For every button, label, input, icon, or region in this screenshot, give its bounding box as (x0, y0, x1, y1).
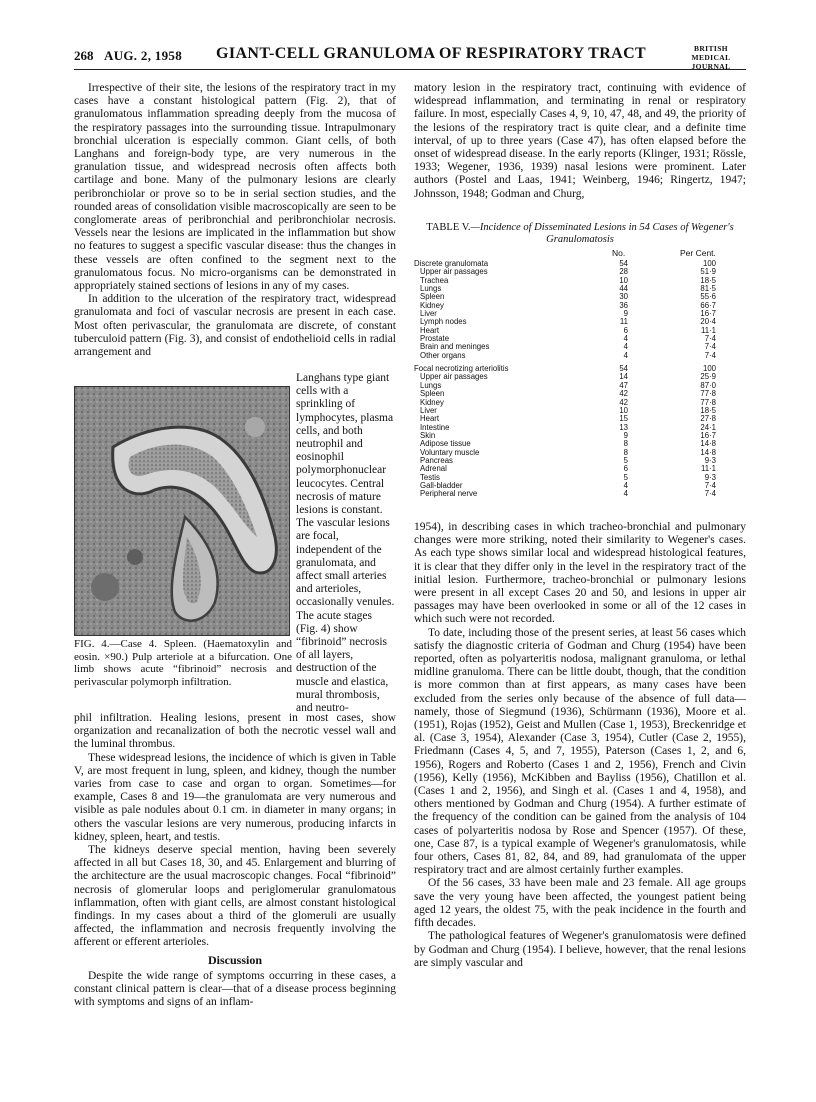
table-group-1-rows (414, 268, 746, 360)
table-row (414, 424, 746, 432)
table-row (414, 293, 746, 301)
row-count: 36 (619, 300, 628, 310)
row-percent: 11·1 (700, 464, 716, 474)
row-label: Spleen (420, 292, 445, 302)
row-percent: 9·3 (704, 472, 716, 482)
column-right-bottom (414, 521, 746, 970)
row-label: Prostate (420, 334, 450, 344)
row-label: Adrenal (420, 464, 447, 474)
paragraph: Irrespective of their site, the lesions of the respiratory tract in my cases have a constant histological pattern (Fig. 2), that of granulomatous inflammation spreading deeply from the mucosa of the respiratory passages into the surrounding tissue. Intrapulmonary bronchial ulceration is especially common. Giant cells, of both Langhans and foreign-body type, are very numerous in the granulation tissue, and widespread necrosis often affects both cartilage and bone. Many of the pulmonary lesions are clearly peribronchiolar or prove so to be in serial section studies, and the rounded areas of consolidation visible macroscopically are seen to be conglomerate areas of peribronchial and peribronchiolar necrosis. Vessels near the lesions are implicated in the inflammation but show no features to suggest a specific vascular disease: thus the changes in these vessels are often confined to the segment next to the granulomatous focus. No micro-organisms can be demonstrated in appropriately stained sections of lesions in any of my cases. (74, 82, 396, 293)
row-percent: 7·4 (704, 489, 716, 499)
wrapped-text-beside-figure: Langhans type giant cells with a sprinkling of lymphocytes, plasma cells, and both neutrophil and eosinophil polymorphonuclear leucocytes. Central necrosis of mature lesions is constant. The vascular lesions are focal, independent of the granulomata, and affect small arteries and arterioles, occasionally venules. The acute stages (Fig. 4) show “fibrinoid” necrosis of all layers, destruction of the muscle and elastica, mural thrombosis, and neutro- (296, 372, 395, 715)
paragraph: The kidneys deserve special mention, having been severely affected in all but Cases 18, 30, and 45. Enlargement and blurring of the architecture are the usual macroscopic changes. Focal “fibrinoid” necrosis of glomerular loops and periglomerular granulomatous inflammation, often with giant cells, are almost constant histological findings. In my cases about a third of the glomeruli are usually affected, the inflammation and necrosis frequently involving the afferent or efferent arterioles. (74, 844, 396, 949)
row-count: 13 (619, 422, 628, 432)
journal-name-line2: MEDICAL JOURNAL (691, 53, 731, 71)
row-percent: 55·6 (700, 292, 716, 302)
issue-date: AUG. 2, 1958 (104, 48, 182, 63)
paragraph: The pathological features of Wegener's granulomatosis were defined by Godman and Churg (1954). I believe, however, that the renal lesions are simply vascular and (414, 930, 746, 969)
group-count: 54 (619, 364, 628, 374)
row-count: 4 (623, 489, 628, 499)
micrograph-image (75, 387, 290, 636)
row-percent: 77·8 (700, 389, 716, 399)
row-count: 6 (623, 325, 628, 335)
row-percent: 16·7 (700, 430, 716, 440)
column-right-top (414, 82, 746, 201)
row-label: Other organs (420, 350, 466, 360)
table-row (414, 399, 746, 407)
row-count: 4 (623, 342, 628, 352)
paragraph: matory lesion in the respiratory tract, continuing with evidence of widespread inflammation, and terminating in renal or respiratory failure. In most, especially Cases 4, 9, 10, 47, 48, and 49, the priority of the lesions of the respiratory tract is quite clear, and a definite time interval, of up to three years (Case 47), has often elapsed before the onset of widespread disease. In the early reports (Klinger, 1931; Rössle, 1933; Wegener, 1936, 1939) nasal lesions were prominent. Later authors (Postel and Laas, 1941; Weinberg, 1946; Ringertz, 1947; Johnsson, 1948; Godman and Churg, (414, 82, 746, 200)
row-label: Spleen (420, 389, 445, 399)
paragraph: These widespread lesions, the incidence of which is given in Table V, are most frequent in lung, spleen, and kidney, though the number varies from case to case and organ to organ. Sometimes—for example, Cases 8 and 19—the granulomata are very numerous and visible as pale nodules about 0.1 cm. in diameter in many organs; in others the vascular lesions are very numerous, producing infarcts in kidney, spleen, heart, and testis. (74, 751, 396, 843)
row-count: 4 (623, 334, 628, 344)
row-count: 8 (623, 439, 628, 449)
table-row (414, 415, 746, 423)
figure-4-micrograph (74, 386, 290, 636)
journal-name-line1: BRITISH (693, 44, 729, 53)
row-label: Voluntary muscle (420, 447, 480, 457)
row-count: 10 (619, 405, 628, 415)
row-label: Trachea (420, 275, 449, 285)
row-label: Intestine (420, 422, 450, 432)
group-percent: 100 (702, 259, 716, 268)
table-row (414, 390, 746, 398)
paragraph: Despite the wide range of symptoms occurring in these cases, a constant clinical pattern is clear—that of a disease process beginning with symptoms and signs of an inflam- (74, 969, 396, 1009)
running-title: GIANT-CELL GRANULOMA OF RESPIRATORY TRACT (216, 45, 647, 62)
row-percent: 27·8 (700, 414, 716, 424)
row-percent: 7·4 (704, 350, 716, 360)
table-row (414, 268, 746, 276)
row-label: Heart (420, 414, 440, 424)
table-row (414, 327, 746, 335)
table-row (414, 457, 746, 465)
row-count: 5 (623, 472, 628, 482)
paragraph: Of the 56 cases, 33 have been male and 23 female. All age groups save the very young have been affected, the youngest patient being aged 12 years, the oldest 75, with the peak incidence in the fourth and fifth decades. (414, 877, 746, 930)
row-label: Kidney (420, 397, 444, 407)
row-percent: 7·4 (704, 334, 716, 344)
table-caption (414, 222, 746, 246)
table-row (414, 449, 746, 457)
column-header-per-cent: Per Cent. (680, 248, 716, 258)
table-row (414, 285, 746, 293)
row-label: Testis (420, 472, 440, 482)
column-left-bottom (74, 712, 396, 1009)
row-percent: 14·8 (700, 439, 716, 449)
row-label: Brain and meninges (420, 342, 490, 352)
figure-caption: FIG. 4.—Case 4. Spleen. (Haematoxylin and eosin. ×90.) Pulp arteriole at a bifurcation. One limb shows acute “fibrinoid” necrosis and perivascular polymorph infiltration. (74, 638, 292, 688)
row-percent: 7·4 (704, 342, 716, 352)
table-row (414, 407, 746, 415)
row-count: 42 (619, 397, 628, 407)
group-label: Focal necrotizing arteriolitis (414, 364, 509, 374)
row-percent: 81·5 (700, 284, 716, 294)
table-row (414, 277, 746, 285)
row-count: 4 (623, 480, 628, 490)
table-row (414, 490, 746, 498)
row-count: 15 (619, 414, 628, 424)
row-label: Upper air passages (420, 267, 488, 277)
table-row (414, 373, 746, 381)
table-row (414, 382, 746, 390)
row-count: 5 (623, 455, 628, 465)
row-count: 42 (619, 389, 628, 399)
row-percent: 11·1 (700, 325, 716, 335)
row-label: Lungs (420, 284, 442, 294)
row-count: 11 (619, 317, 628, 327)
row-label: Lungs (420, 380, 442, 390)
row-count: 6 (623, 464, 628, 474)
table-title: —Incidence of Disseminated Lesions in 54 Cases of Wegener's Granulomatosis (470, 222, 734, 245)
row-label: Kidney (420, 300, 444, 310)
table-label: TABLE V. (426, 222, 471, 233)
paragraph: To date, including those of the present series, at least 56 cases which satisfy the diagnostic criteria of Godman and Churg (1954) have been reported, often as polyarteritis nodosa, malignant granuloma, or lethal midline granuloma. There can be little doubt, though, that the condition is more common than at first appears, as many cases have been excluded from the series only because of the absence of full data—namely, those of Siegmund (1936), Schürmann (1936), Moore et al. (1951), Rojas (1952), Geist and Mullen (Case 1, 1953), Breckenridge et al. (Case 3, 1954), Alexander (Case 3, 1954), Cutler (Case 2, 1955), Friedmann (Cases 4, 5, and 7, 1955), Paterson (Cases 1, 2, and 6, 1956), Rogers and Roberto (Cases 1 and 2, 1956), French and Civin (1956), Kelly (1956), McKibben and Bayliss (1956), Chatillon et al. (Cases 1 and 2, 1956), and Singh et al. (Cases 1 and 4, 1958), and others mentioned by Godman and Churg (1954). A further estimate of the frequency of the condition can be gained from the analysis of 104 cases of polyarteritis nodosa by Rose and Spencer (1957). Of these, one, Case 87, is a typical example of Wegener's granulomatosis, while four others, Cases 81, 82, 84, and 89, had granulomata of the upper respiratory tract and are almost certainly further examples. (414, 626, 746, 877)
row-label: Heart (420, 325, 440, 335)
row-percent: 7·4 (704, 480, 716, 490)
row-count: 10 (619, 275, 628, 285)
row-count: 47 (619, 380, 628, 390)
group-count: 54 (619, 259, 628, 268)
journal-name (676, 44, 746, 71)
row-label: Adipose tissue (420, 439, 471, 449)
row-count: 30 (619, 292, 628, 302)
running-header (74, 44, 746, 70)
row-count: 8 (623, 447, 628, 457)
row-percent: 14·8 (700, 447, 716, 457)
row-count: 14 (619, 372, 628, 382)
row-label: Pancreas (420, 455, 453, 465)
paragraph: In addition to the ulceration of the respiratory tract, widespread granulomata and foci of vascular necrosis are present in each case. Most often perivascular, the granulomata are discrete, of constant tuberculoid pattern (Fig. 3), and consist of endothelioid cells in radial arrangement and (74, 293, 396, 359)
row-label: Skin (420, 430, 436, 440)
row-percent: 9·3 (704, 455, 716, 465)
row-count: 9 (623, 309, 628, 319)
row-percent: 66·7 (700, 300, 716, 310)
table-row (414, 318, 746, 326)
row-percent: 16·7 (700, 309, 716, 319)
row-label: Peripheral nerve (420, 489, 478, 499)
row-percent: 18·5 (700, 405, 716, 415)
row-label: Lymph nodes (420, 317, 467, 327)
row-label: Liver (420, 405, 437, 415)
row-percent: 51·9 (700, 267, 716, 277)
row-label: Gall-bladder (420, 480, 463, 490)
section-heading: Discussion (207, 952, 263, 967)
paragraph: phil infiltration. Healing lesions, present in most cases, show organization and recanalization of both the necrotic vessel wall and the luminal thrombus. (74, 712, 396, 751)
table-row (414, 465, 746, 473)
row-percent: 87·0 (700, 380, 716, 390)
page-number: 268 (74, 48, 94, 63)
table-row (414, 352, 746, 360)
table-v (414, 249, 746, 499)
row-percent: 77·8 (700, 397, 716, 407)
row-percent: 20·4 (700, 317, 716, 327)
table-row (414, 302, 746, 310)
row-count: 9 (623, 430, 628, 440)
row-count: 4 (623, 350, 628, 360)
row-count: 28 (619, 267, 628, 277)
paragraph: 1954), in describing cases in which tracheo-bronchial and pulmonary changes were more striking, noted their similarity to Wegener's cases. As each type shows similar local and widespread histological features, it is clear that they differ only in the level in the respiratory tract of the initial lesion. Furthermore, tracheo-bronchial or pulmonary lesions were present in all except Cases 20 and 50, and lesions in upper air passages may have been overlooked in some or all of the 12 cases in which such were not recorded. (414, 521, 746, 626)
row-percent: 25·9 (700, 372, 716, 382)
table-row (414, 474, 746, 482)
table-group-2-rows (414, 373, 746, 498)
row-label: Liver (420, 309, 437, 319)
row-percent: 24·1 (700, 422, 716, 432)
row-percent: 18·5 (700, 275, 716, 285)
column-left-top (74, 82, 396, 359)
row-label: Upper air passages (420, 372, 488, 382)
group-label: Discrete granulomata (414, 259, 489, 268)
column-header-no: No. (612, 248, 626, 258)
group-percent: 100 (702, 364, 716, 374)
row-count: 44 (619, 284, 628, 294)
